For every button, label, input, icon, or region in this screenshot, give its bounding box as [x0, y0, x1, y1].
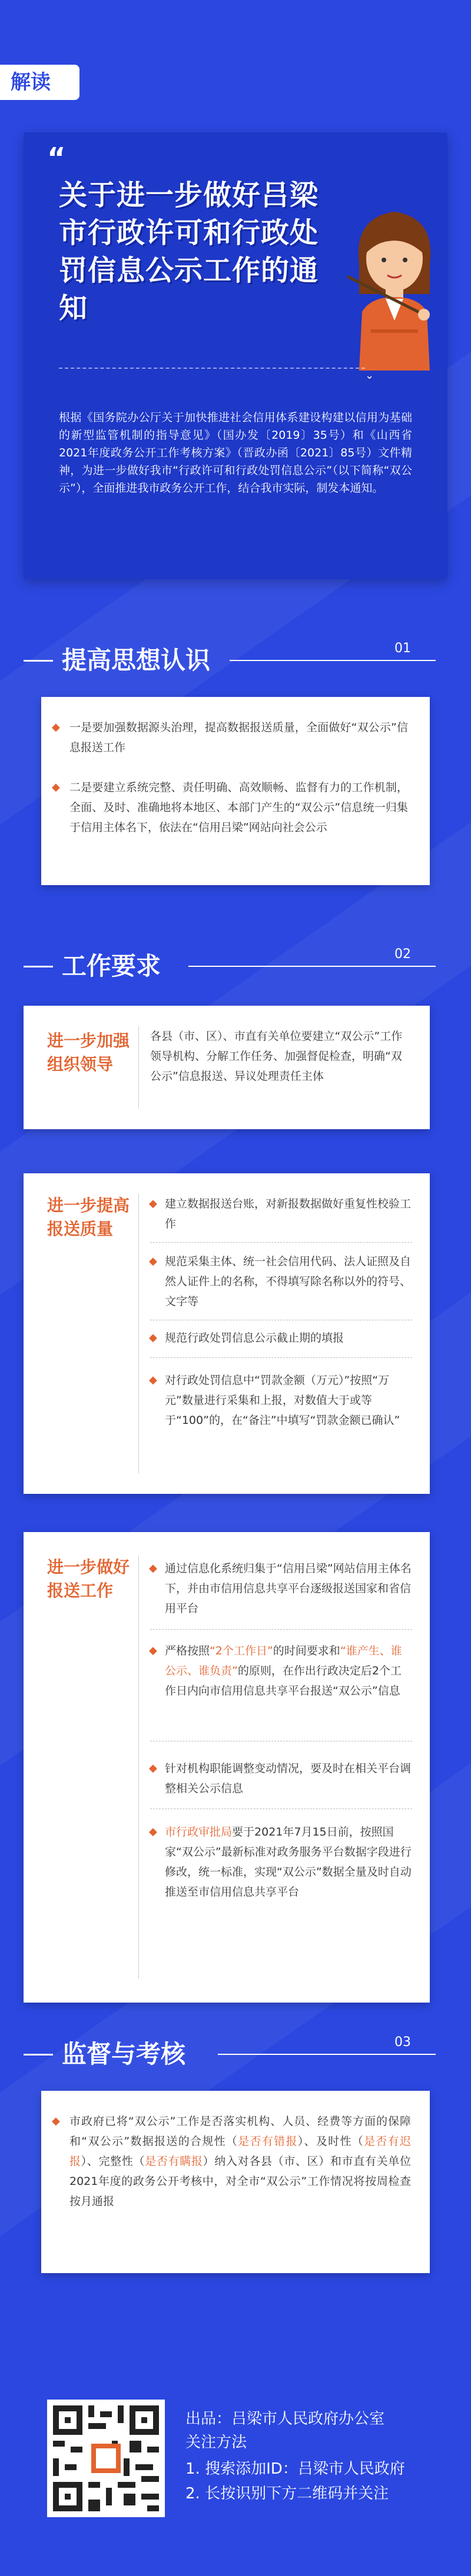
section-number: 01	[394, 641, 411, 656]
section-title: 工作要求	[62, 952, 161, 980]
highlight-text: 是否有瞒报	[145, 2155, 203, 2168]
list-item: 二是要建立系统完整、责任明确、高效顺畅、监督有力的工作机制，全面、及时、准确地将本地区、本部门产生的“双公示”信息统一归集于信用主体名下，依法在“信用吕梁”网站向社会公示	[69, 781, 408, 834]
list-item	[165, 1822, 412, 1902]
highlight-text: 市行政审批局	[165, 1826, 233, 1838]
text: 的时间要求和	[273, 1644, 340, 1657]
bullet-icon: ◆	[149, 1255, 157, 1267]
highlight-text: 是否有迟报	[69, 2135, 411, 2168]
section-number: 02	[394, 947, 411, 962]
teacher-illustration	[336, 194, 453, 371]
highlight-text: “谁产生、谁公示、谁负责”	[165, 1644, 402, 1677]
section-rule	[188, 966, 436, 967]
follow-step-1: 1. 搜索添加ID：吕梁市人民政府	[185, 2460, 405, 2478]
bullet-icon: ◆	[52, 2115, 60, 2127]
bullet-icon: ◆	[52, 721, 60, 733]
divider	[150, 1357, 412, 1358]
bullet-icon: ◆	[149, 1374, 157, 1386]
list-item: 规范采集主体、统一社会信用代码、法人证照及自然人证件上的名称，不得填写除名称以外的符号、文字等	[165, 1255, 412, 1308]
text: 的原则，在作出行政决定后2个工作日内向市信用信息共享平台报送“双公示”信息	[165, 1664, 402, 1697]
text: 市政府已将“双公示”工作是否落实机构、人员、经费等方面的保障和“双公示”数据报送的合规性（	[69, 2115, 411, 2148]
section-number: 03	[394, 2035, 411, 2050]
quote-mark-icon: “	[47, 142, 66, 175]
card-text: 各县（市、区）、市直有关单位要建立“双公示”工作领导机构、分解工作任务、加强督促检查，明确“双公示”信息报送、异议处理责任主体	[150, 1030, 403, 1083]
bullet-icon: ◆	[149, 1762, 157, 1774]
divider	[138, 1556, 139, 1979]
highlight-text: 是否有错报	[238, 2135, 298, 2148]
bullet-icon: ◆	[52, 781, 60, 793]
list-item: 一是要加强数据源头治理，提高数据报送质量，全面做好“双公示”信息报送工作	[69, 721, 408, 754]
bullet-icon: ◆	[149, 1562, 157, 1574]
bullet-icon: ◆	[149, 1644, 157, 1657]
list-item	[165, 1641, 412, 1701]
text: 严格按照	[165, 1644, 210, 1657]
bullet-icon: ◆	[149, 1826, 157, 1838]
section-line	[24, 966, 53, 967]
chevron-down-icon: ⌄	[365, 369, 374, 382]
paragraph	[69, 2111, 411, 2211]
follow-step-2: 2. 长按识别下方二维码并关注	[185, 2485, 389, 2502]
divider	[150, 1629, 412, 1630]
bullet-icon: ◆	[149, 1332, 157, 1344]
qr-code-image	[53, 2405, 159, 2511]
section-title: 提高思想认识	[62, 646, 211, 675]
card-heading: 进一步加强组织领导	[47, 1031, 130, 1074]
highlight-text: “2个工作日”	[210, 1644, 273, 1657]
divider	[138, 1026, 139, 1109]
card-heading: 进一步做好报送工作	[47, 1557, 130, 1600]
list-item: 通过信息化系统归集于“信用吕梁”网站信用主体名下，并由市信用信息共享平台逐级报送国家和省信用平台	[165, 1562, 412, 1615]
divider	[138, 1194, 139, 1473]
list-item: 对行政处罚信息中“罚款金额（万元）”按照“万元”数量进行采集和上报，对数值大于或等于“100”的，在“备注”中填写“罚款金额已确认”	[165, 1374, 400, 1427]
section-title: 监督与考核	[62, 2040, 186, 2068]
divider	[59, 368, 365, 369]
section-rule	[230, 660, 436, 661]
section-line	[24, 660, 53, 662]
section-rule	[218, 2054, 436, 2055]
divider	[150, 1808, 412, 1809]
text: ）、完整性（	[81, 2155, 145, 2168]
text: ）纳入对各县（市、区）和市直有关单位2021年度的政务公开考核中，对全市“双公示”工作情况将按周检查按月通报	[69, 2155, 411, 2208]
document-title: 关于进一步做好吕梁市行政许可和行政处罚信息公示工作的通知	[59, 179, 319, 325]
divider	[150, 1242, 412, 1243]
publisher-text: 出品：吕梁市人民政府办公室	[185, 2410, 385, 2428]
follow-heading: 关注方法	[185, 2434, 247, 2451]
section-line	[24, 2054, 53, 2056]
list-item: 建立数据报送台账，对新报数据做好重复性校验工作	[165, 1197, 412, 1230]
bullet-icon: ◆	[149, 1197, 157, 1210]
card-heading: 进一步提高报送质量	[47, 1196, 130, 1239]
text: ）、及时性（	[297, 2135, 364, 2148]
text: 要于2021年7月15日前，按照国家“双公示”最新标准对政务服务平台数据字段进行修改，统一标准，实现“双公示”数据全量及时自动推送至市信用信息共享平台	[165, 1826, 412, 1898]
intro-paragraph: 根据《国务院办公厅关于加快推进社会信用体系建设构建以信用为基础的新型监管机制的指导意见》（国办发〔2019〕35号）和《山西省2021年度政务公开工作考核方案》（晋政办函〔2021〕85号）文件精神，为进一步做好我市“行政许可和行政处罚信息公示”（以下简称“双公示”），全面推进我市政务公开工作，结合我市实际，制发本通知。	[59, 411, 412, 495]
interpretation-tag: 解读	[0, 65, 79, 100]
list-item: 针对机构职能调整变动情况，要及时在相关平台调整相关公示信息	[165, 1762, 412, 1795]
qr-code[interactable]	[47, 2400, 165, 2517]
list-item: 规范行政处罚信息公示截止期的填报	[165, 1332, 344, 1344]
